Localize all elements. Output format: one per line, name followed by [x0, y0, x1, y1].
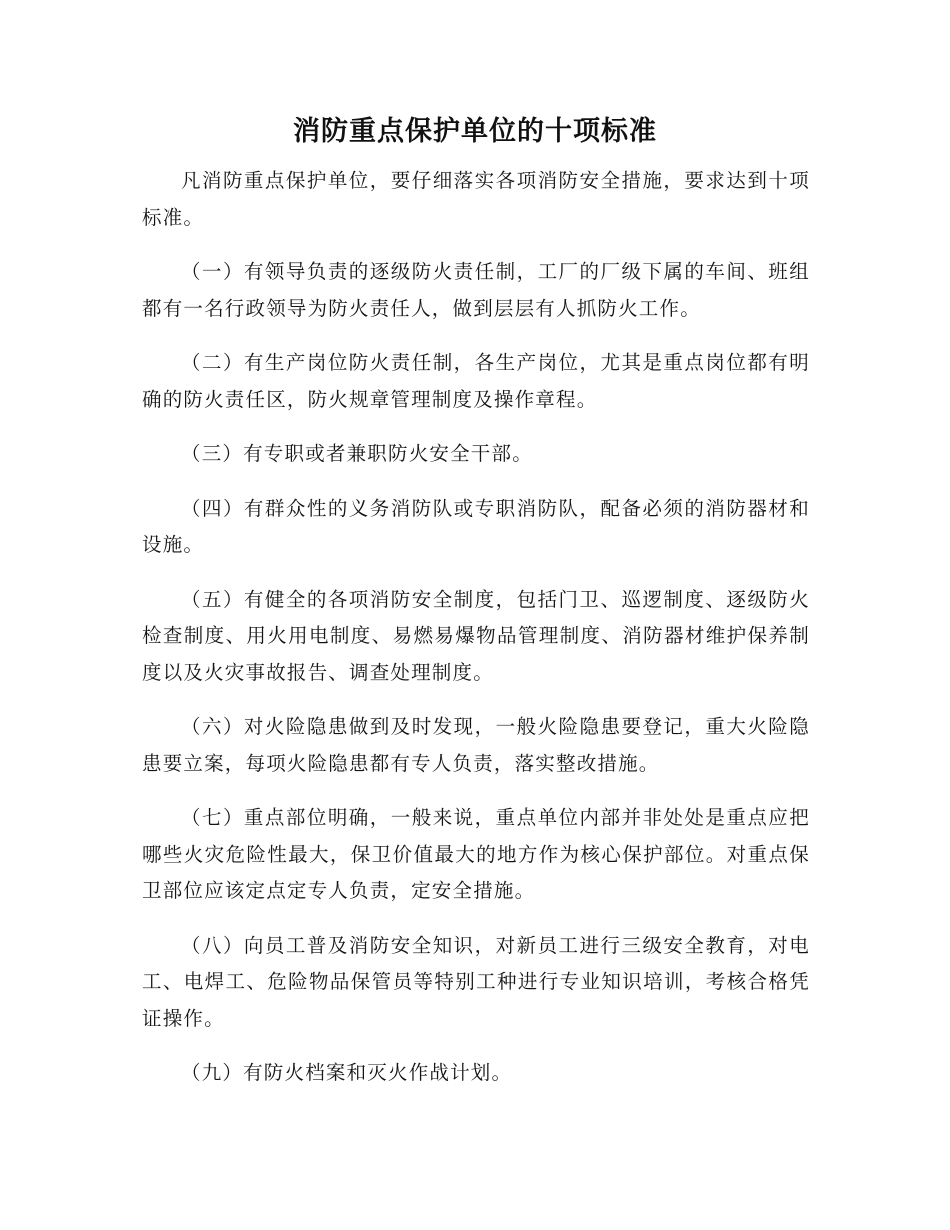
document-body: [142, 163, 810, 1110]
standard-item-9: （九）有防火档案和灭火作战计划。: [181, 1061, 513, 1084]
standard-item-3: （三）有专职或者兼职防火安全干部。: [181, 442, 533, 465]
standard-item-5: （五）有健全的各项消防安全制度，包括门卫、巡逻制度、逐级防火检查制度、用火用电制度、易燃易爆物品管理制度、消防器材维护保养制度以及火灾事故报告、调查处理制度。: [142, 587, 810, 684]
standard-item-6: （六）对火险隐患做到及时发现，一般火险隐患要登记，重大火险隐患要立案，每项火险隐患都有专人负责，落实整改措施。: [142, 715, 810, 775]
standard-item-7: （七）重点部位明确，一般来说，重点单位内部并非处处是重点应把哪些火灾危险性最大，保卫价值最大的地方作为核心保护部位。对重点保卫部位应该定点定专人负责，定安全措施。: [142, 806, 810, 902]
standard-item-4: （四）有群众性的义务消防队或专职消防队，配备必须的消防器材和设施。: [142, 496, 810, 556]
standard-item-1: （一）有领导负责的逐级防火责任制，工厂的厂级下属的车间、班组都有一名行政领导为防火责任人，做到层层有人抓防火工作。: [142, 260, 810, 320]
standard-item-8: （八）向员工普及消防安全知识，对新员工进行三级安全教育，对电工、电焊工、危险物品保管员等特别工种进行专业知识培训，考核合格凭证操作。: [142, 933, 810, 1030]
standard-item-2: （二）有生产岗位防火责任制，各生产岗位，尤其是重点岗位都有明确的防火责任区，防火规章管理制度及操作章程。: [142, 351, 810, 411]
intro-paragraph: 凡消防重点保护单位，要仔细落实各项消防安全措施，要求达到十项标准。: [142, 169, 810, 229]
document-title: 消防重点保护单位的十项标准: [293, 116, 657, 147]
